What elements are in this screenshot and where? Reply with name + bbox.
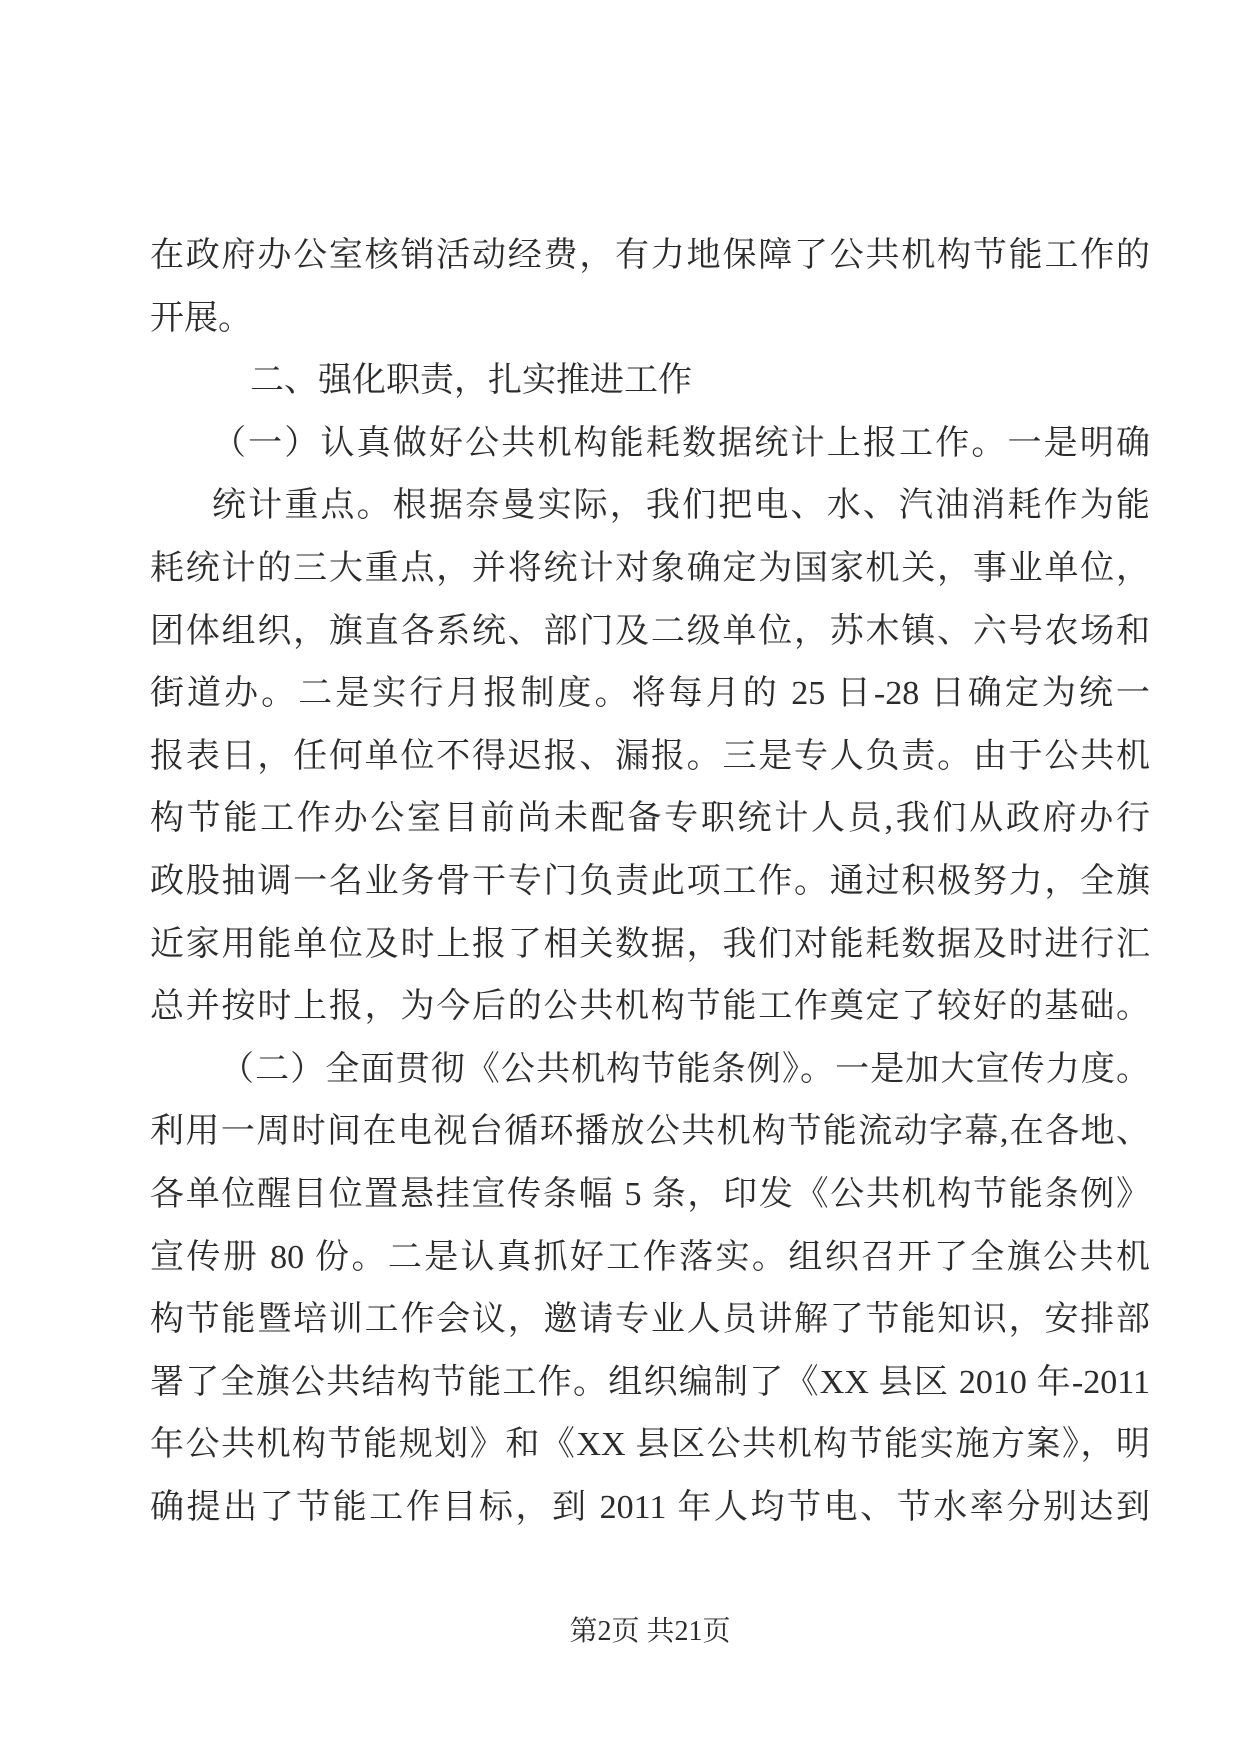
paragraph-line: 近家用能单位及时上报了相关数据，我们对能耗数据及时进行汇 — [150, 925, 1150, 963]
paragraph-line: 报表日，任何单位不得迟报、漏报。三是专人负责。由于公共机 — [150, 737, 1150, 775]
paragraph-line: 利用一周时间在电视台循环播放公共机构节能流动字幕,在各地、 — [150, 1113, 1150, 1151]
paragraph-line: （二）全面贯彻《公共机构节能条例》。一是加大宣传力度。 — [220, 1050, 1150, 1088]
paragraph-line: 各单位醒目位置悬挂宣传条幅 5 条，印发《公共机构节能条例》 — [150, 1175, 1150, 1213]
paragraph-line: 政股抽调一名业务骨干专门负责此项工作。通过积极努力，全旗 — [150, 862, 1150, 900]
paragraph-line: 宣传册 80 份。二是认真抓好工作落实。组织召开了全旗公共机 — [150, 1238, 1150, 1276]
paragraph-line: 耗统计的三大重点，并将统计对象确定为国家机关，事业单位， — [150, 549, 1150, 587]
paragraph-line: 总并按时上报，为今后的公共机构节能工作奠定了较好的基础。 — [150, 988, 1150, 1026]
paragraph-line: 在政府办公室核销活动经费，有力地保障了公共机构节能工作的 — [150, 237, 1150, 274]
paragraph-line: 街道办。二是实行月报制度。将每月的 25 日-28 日确定为统一 — [150, 675, 1150, 713]
paragraph-line: 年公共机构节能规划》和《XX 县区公共机构节能实施方案》，明 — [150, 1426, 1150, 1464]
section-heading: 二、强化职责，扎实推进工作 — [250, 362, 692, 400]
paragraph-line: 统计重点。根据奈曼实际，我们把电、水、汽油消耗作为能 — [212, 487, 1150, 525]
paragraph-line: 署了全旗公共结构节能工作。组织编制了《XX 县区 2010 年-2011 — [150, 1363, 1150, 1401]
paragraph-line: 团体组织，旗直各系统、部门及二级单位，苏木镇、六号农场和 — [150, 612, 1150, 650]
paragraph-line: （一）认真做好公共机构能耗数据统计上报工作。一是明确 — [212, 424, 1150, 462]
page-number-footer: 第2页 共21页 — [569, 1616, 731, 1647]
paragraph-line: 构节能暨培训工作会议，邀请专业人员讲解了节能知识，安排部 — [150, 1301, 1150, 1339]
paragraph-line: 开展。 — [150, 299, 252, 337]
paragraph-line: 构节能工作办公室目前尚未配备专职统计人员,我们从政府办行 — [150, 800, 1150, 838]
paragraph-line: 确提出了节能工作目标，到 2011 年人均节电、节水率分别达到 — [150, 1488, 1150, 1526]
document-body — [150, 225, 1150, 1539]
